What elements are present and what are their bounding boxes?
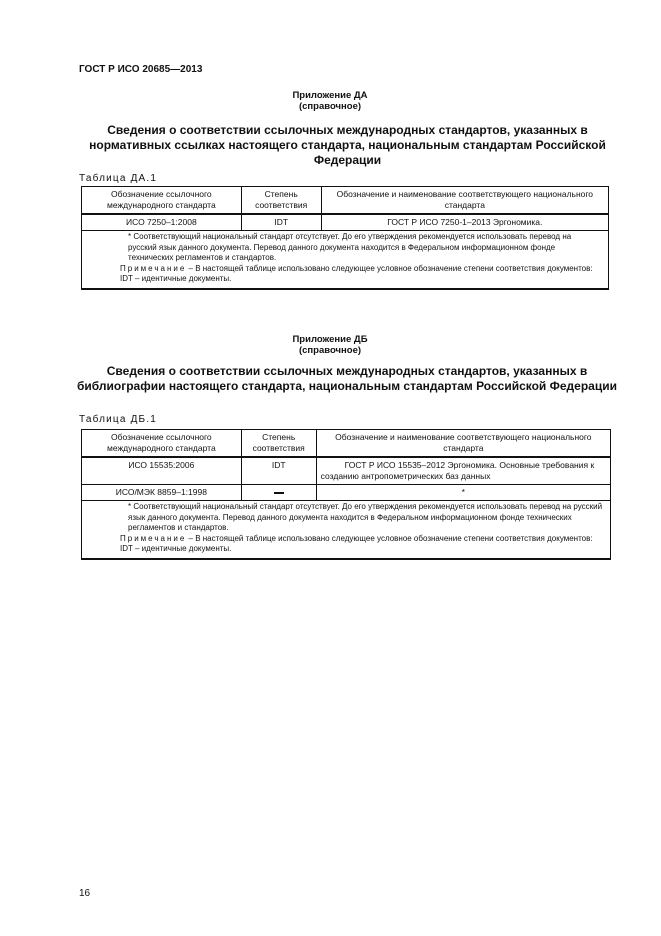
table-header-row — [82, 187, 609, 215]
document-code: ГОСТ Р ИСО 20685—2013 — [79, 64, 203, 75]
annex-db-heading: Сведения о соответствии ссылочных международных стандартов, указанных в библиографии настоящего стандарта, национальным стандартам Российской Федерации — [77, 364, 617, 393]
footnote-text: * Соответствующий национальный стандарт отсутствует. До его утверждения рекомендуется использовать перевод на русский язык данного документа. Перевод данного документа находится в Федеральном информационном фонде технических регламентов и стандартов. — [128, 232, 572, 262]
note-text: – В настоящей таблице использовано следующее условное обозначение степени соответствия документов: — [186, 533, 593, 543]
table-notes-row — [82, 231, 609, 289]
intl-standard-cell: ИСО 15535:2006 — [82, 457, 242, 485]
intl-standard-cell: ИСО/МЭК 8859–1:1998 — [82, 485, 242, 501]
annex-db-title-block — [60, 334, 600, 356]
degree-cell: IDT — [241, 214, 321, 231]
table-da — [81, 186, 609, 290]
note-word: Примечание — [120, 533, 187, 543]
note — [90, 264, 602, 275]
column-header: Обозначение и наименование соответствующего национального стандарта — [321, 187, 608, 215]
intl-standard-cell: ИСО 7250–1:2008 — [82, 214, 242, 231]
annex-da-kind: (справочное) — [298, 101, 362, 112]
footnote — [90, 232, 602, 264]
note-text: – В настоящей таблице использовано следующее условное обозначение степени соответствия документов: — [186, 263, 593, 273]
footnote — [90, 502, 604, 534]
table-notes — [82, 231, 609, 289]
degree-cell: IDT — [241, 457, 316, 485]
national-standard-cell: * — [316, 485, 610, 501]
annex-da-title-block — [60, 90, 600, 112]
table-header-row — [82, 430, 611, 458]
table-da-label: Таблица ДА.1 — [79, 173, 158, 184]
table-row — [82, 457, 611, 485]
table-row — [82, 485, 611, 501]
column-header: Степень соответствия — [241, 187, 321, 215]
idt-definition: IDT – идентичные документы. — [120, 544, 232, 553]
column-header: Обозначение ссылочного международного стандарта — [82, 187, 242, 215]
annex-da-title: Приложение ДА — [292, 90, 368, 101]
table-db — [81, 429, 611, 560]
column-header: Степень соответствия — [241, 430, 316, 458]
column-header: Обозначение ссылочного международного стандарта — [82, 430, 242, 458]
table-row — [82, 214, 609, 231]
national-standard-cell: ГОСТ Р ИСО 15535–2012 Эргономика. Основные требования к созданию антропометрических баз данных — [316, 457, 610, 485]
table-notes-row — [82, 501, 611, 559]
note — [90, 534, 604, 545]
annex-db-title: Приложение ДБ — [292, 334, 368, 345]
degree-cell — [241, 485, 316, 501]
national-standard-cell: ГОСТ Р ИСО 7250-1–2013 Эргономика. — [321, 214, 608, 231]
column-header: Обозначение и наименование соответствующего национального стандарта — [316, 430, 610, 458]
page-number: 16 — [79, 888, 91, 899]
annex-da-heading: Сведения о соответствии ссылочных международных стандартов, указанных в нормативных ссылках настоящего стандарта, национальным стандартам Российской Федерации — [89, 123, 606, 167]
dash-mark — [274, 492, 284, 494]
annex-db-kind: (справочное) — [298, 345, 362, 356]
table-notes — [82, 501, 611, 559]
idt-definition: IDT – идентичные документы. — [120, 274, 232, 283]
note-word: Примечание — [120, 263, 187, 273]
table-db-label: Таблица ДБ.1 — [79, 414, 158, 425]
footnote-text: * Соответствующий национальный стандарт отсутствует. До его утверждения рекомендуется использовать перевод на русский язык данного документа. Перевод данного документа находится в Федеральном информационном фонде технических регламентов и стандартов. — [128, 502, 603, 532]
